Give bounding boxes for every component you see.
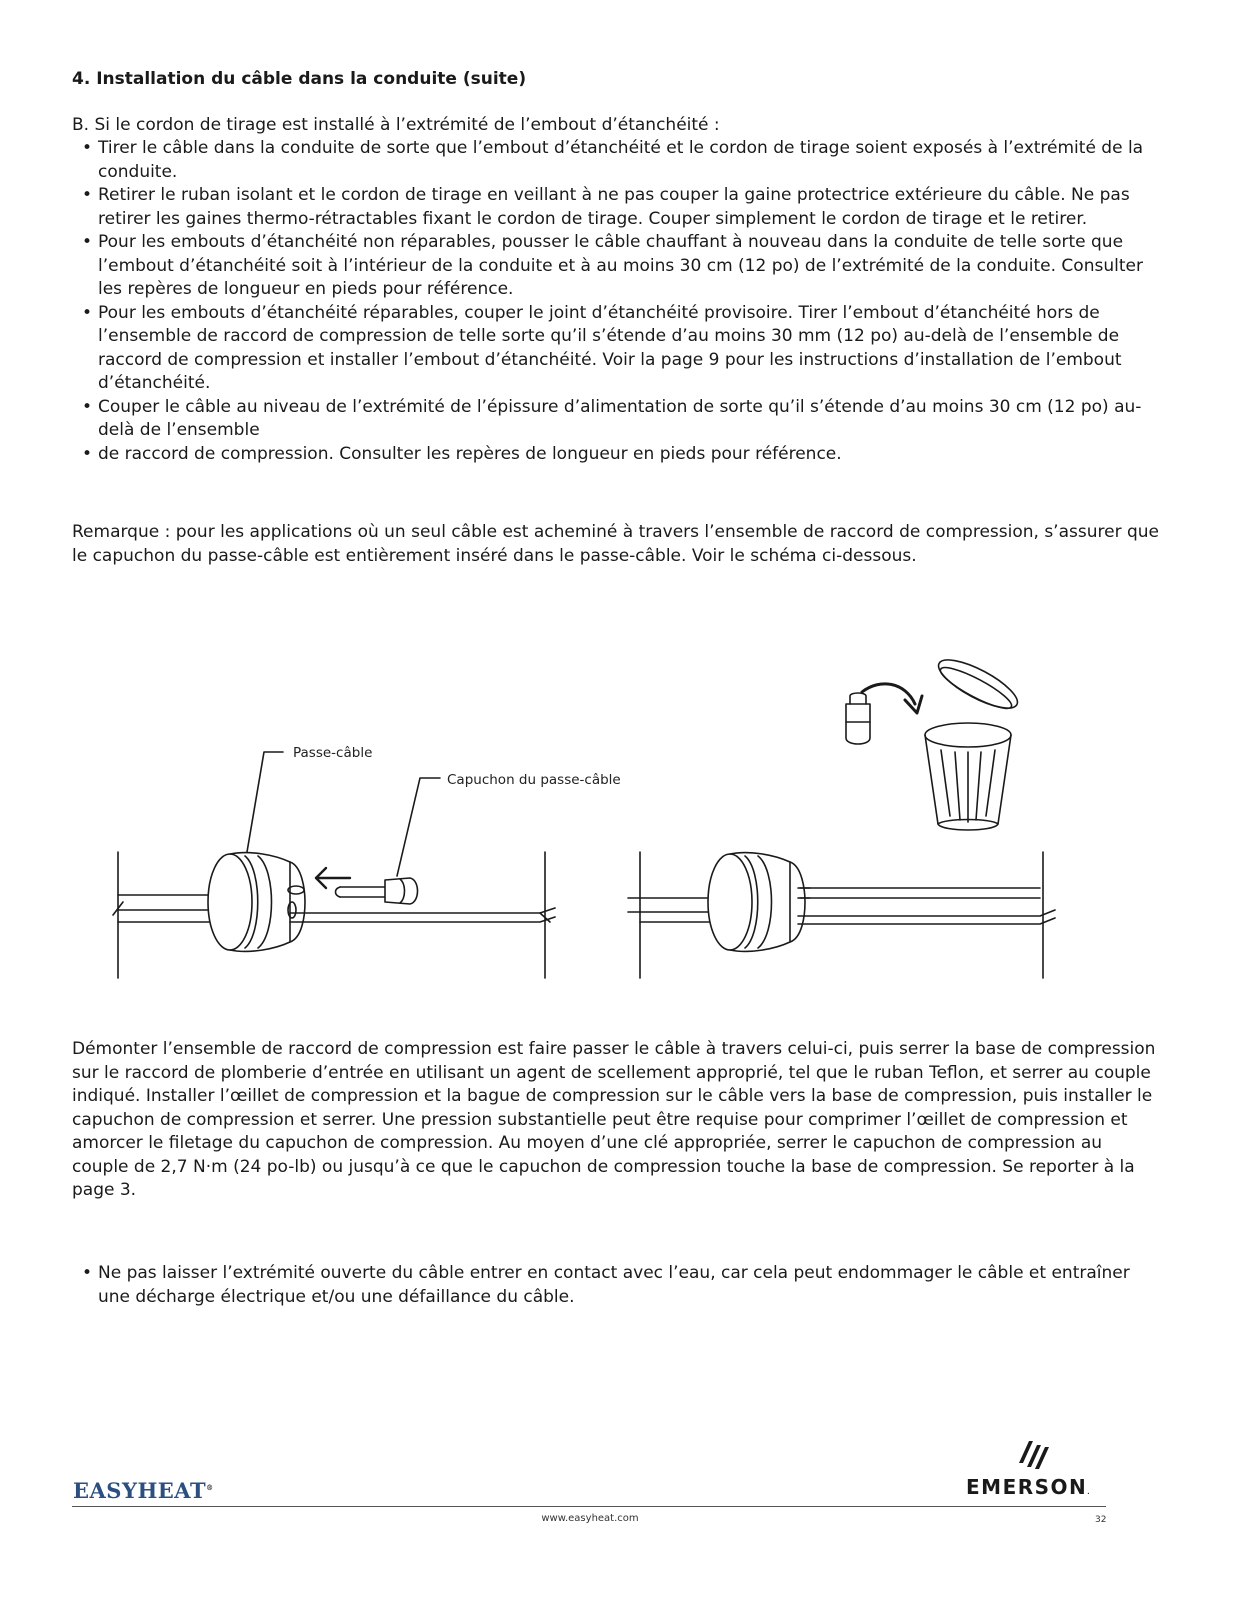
warning-list <box>72 1262 1162 1309</box>
installation-diagram <box>0 600 1237 1020</box>
leader-passe-cable <box>247 752 283 852</box>
instruction-list <box>72 137 1162 466</box>
easyheat-registered-mark: ® <box>206 1483 214 1492</box>
list-item <box>72 396 1162 443</box>
easyheat-logo-text: EASYHEAT <box>73 1478 207 1503</box>
right-conduit <box>628 852 1055 978</box>
bullet-glyph: • <box>82 396 93 417</box>
left-arrow <box>316 868 350 888</box>
list-item-text: Retirer le ruban isolant et le cordon de tirage en veillant à ne pas couper la gaine protectrice extérieure du câble. Ne pas retirer les gaines thermo-rétractables fixant le cordon de tirage. Couper simplement le cordon de tirage et le retirer. <box>98 185 1130 229</box>
emerson-wordmark-mark: . <box>1087 1489 1092 1496</box>
label-passe-cable: Passe-câble <box>293 745 373 761</box>
list-item-text: Ne pas laisser l’extrémité ouverte du câble entrer en contact avec l’eau, car cela peut endommager le câble et entraîner une décharge électrique et/ou une défaillance du câble. <box>98 1263 1130 1307</box>
left-conduit <box>113 852 555 978</box>
list-item <box>72 184 1162 231</box>
bullet-glyph: • <box>82 1263 93 1283</box>
list-item <box>72 302 1162 396</box>
list-item-text: Pour les embouts d’étanchéité réparables, couper le joint d’étanchéité provisoire. Tirer l’embout d’étanchéité hors de l’ensemble de raccord de compression de telle sorte qu’il s’étende d’au moins 30 mm (12 po) au-delà de l’ensemble de raccord de compression et installer l’embout d’étanchéité. Voir la page 9 pour les instructions d’installation de l’embout d’étanchéité. <box>98 302 1122 393</box>
bullet-glyph: • <box>82 443 93 464</box>
section-heading: 4. Installation du câble dans la conduite (suite) <box>72 69 527 89</box>
right-fitting <box>708 853 810 952</box>
left-fitting <box>208 853 305 952</box>
page-number: 32 <box>1095 1515 1107 1525</box>
footer-url: www.easyheat.com <box>541 1513 639 1524</box>
leader-capuchon <box>397 778 440 876</box>
bullet-glyph: • <box>82 232 93 252</box>
list-item <box>72 443 1162 467</box>
emerson-wordmark-text: EMERSON <box>966 1475 1088 1499</box>
trash-bin-icon <box>925 651 1023 830</box>
label-capuchon: Capuchon du passe-câble <box>447 772 621 788</box>
footer-divider <box>72 1506 1106 1507</box>
list-item-text: Pour les embouts d’étanchéité non réparables, pousser le câble chauffant à nouveau dans la conduite de telle sorte que l’embout d’étanchéité soit à l’intérieur de la conduite et à au moins 30 cm (12 po) de l’extrémité de la conduite. Consulter les repères de longueur en pieds pour référence. <box>98 232 1143 299</box>
list-item-text: Couper le câble au niveau de l’extrémité de l’épissure d’alimentation de sorte qu’il s’étende d’au moins 30 cm (12 po) au-delà de l’ensemble <box>98 396 1142 440</box>
list-item <box>72 137 1162 184</box>
bullet-glyph: • <box>82 185 93 205</box>
list-item-text: de raccord de compression. Consulter les repères de longueur en pieds pour référence. <box>98 443 842 464</box>
list-item-text: Tirer le câble dans la conduite de sorte que l’embout d’étanchéité et le cordon de tirage soient exposés à l’extrémité de la conduite. <box>98 138 1144 182</box>
list-item <box>72 231 1162 302</box>
easyheat-logo <box>73 1478 214 1503</box>
removed-cap-icon <box>846 693 870 744</box>
left-cap <box>336 878 418 904</box>
list-item <box>72 1262 1162 1309</box>
bullet-glyph: • <box>82 302 93 323</box>
emerson-wordmark <box>966 1475 1091 1499</box>
intro-line: B. Si le cordon de tirage est installé à l’extrémité de l’embout d’étanchéité : <box>72 115 720 135</box>
remarque-paragraph: Remarque : pour les applications où un seul câble est acheminé à travers l’ensemble de raccord de compression, s’assurer que le capuchon du passe-câble est entièrement inséré dans le passe-câble. Voir le schéma ci-dessous. <box>72 522 1159 566</box>
bullet-glyph: • <box>82 138 93 158</box>
demonter-paragraph: Démonter l’ensemble de raccord de compression est faire passer le câble à travers celui-ci, puis serrer la base de compression sur le raccord de plomberie d’entrée en utilisant un agent de scellement approprié, tel que le ruban Teflon, et serrer au couple indiqué. Installer l’œillet de compression et la bague de compression sur le câble vers la base de compression, puis installer le capuchon de compression et serrer. Une pression substantielle peut être requise pour comprimer l’œillet de compression et amorcer le filetage du capuchon de compression. Au moyen d’une clé appropriée, serrer le capuchon de compression au couple de 2,7 N·m (24 po-lb) ou jusqu’à ce que le capuchon de compression touche la base de compression. Se reporter à la page 3. <box>72 1039 1156 1200</box>
emerson-logo-icon <box>1015 1433 1051 1473</box>
